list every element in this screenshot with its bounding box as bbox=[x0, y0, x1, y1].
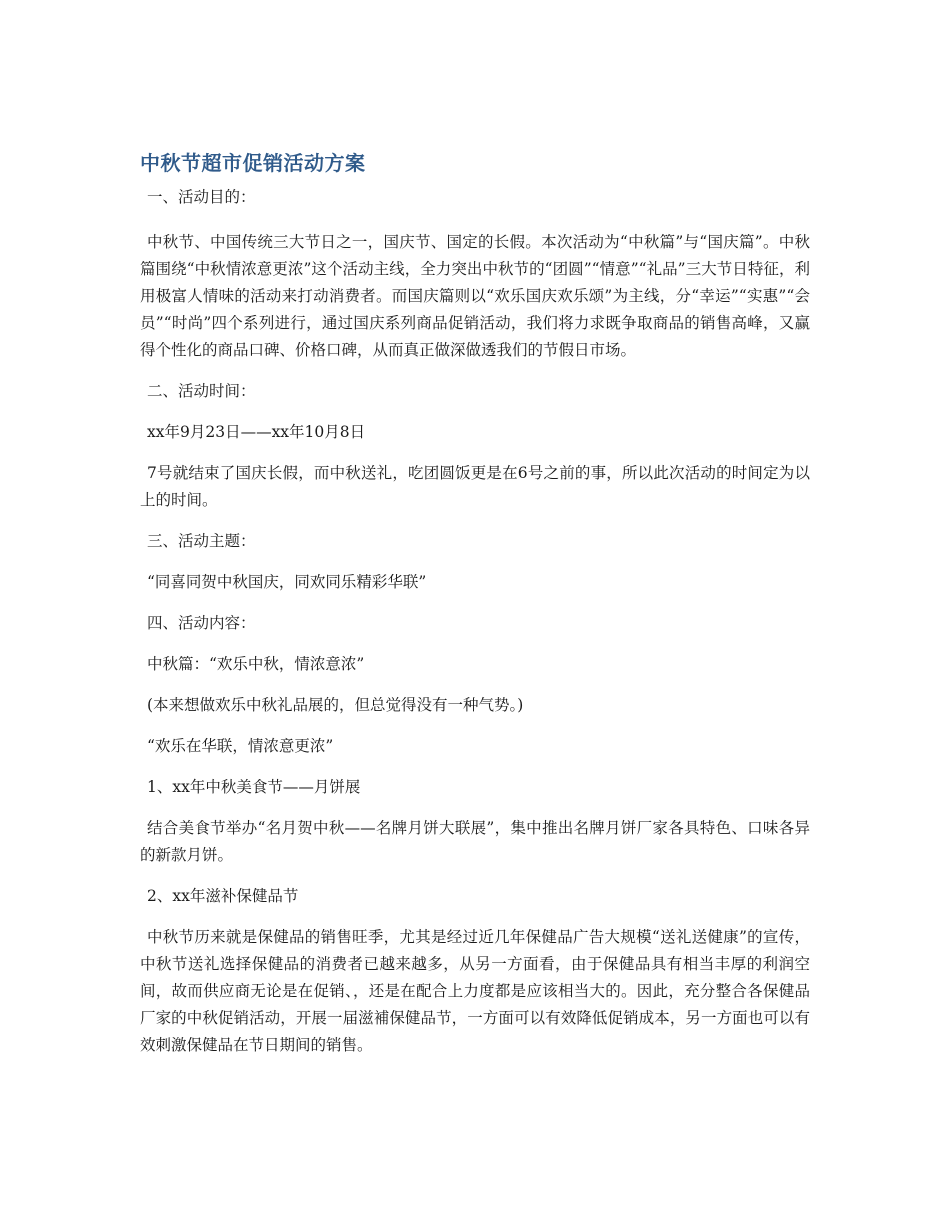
document-body bbox=[140, 148, 810, 1073]
theme-slogan: “同喜同贺中秋国庆，同欢同乐精彩华联” bbox=[147, 573, 427, 591]
item-2-heading: 2、xx年滋补保健品节 bbox=[147, 887, 299, 905]
time-explanation-paragraph: 7号就结束了国庆长假，而中秋送礼，吃团圆饭更是在6号之前的事，所以此次活动的时间定为以上的时间。 bbox=[140, 464, 810, 509]
section-heading-purpose: 一、活动目的： bbox=[147, 188, 256, 206]
purpose-paragraph: 中秋节、中国传统三大节日之一，国庆节、国定的长假。本次活动为“中秋篇”与“国庆篇”。中秋篇围绕“中秋情浓意更浓”这个活动主线，全力突出中秋节的“团圆”“情意”“礼品”三大节日特征，利用极富人情味的活动来打动消费者。而国庆篇则以“欢乐国庆欢乐颂”为主线，分“幸运”“实惠”“会员”“时尚”四个系列进行，通过国庆系列商品促销活动，我们将力求既争取商品的销售高峰，又赢得个性化的商品口碑、价格口碑，从而真正做深做透我们的节假日市场。 bbox=[140, 233, 810, 359]
item-1-heading: 1、xx年中秋美食节——月饼展 bbox=[147, 778, 361, 796]
time-range-text: xx年9月23日——xx年10月8日 bbox=[147, 423, 366, 441]
section-heading-theme: 三、活动主题： bbox=[147, 532, 256, 550]
chapter-slogan: “欢乐在华联，情浓意更浓” bbox=[147, 737, 334, 755]
section-heading-time: 二、活动时间： bbox=[147, 382, 256, 400]
item-2-paragraph: 中秋节历来就是保健品的销售旺季，尤其是经过近几年保健品广告大规模“送礼送健康”的宣传，中秋节送礼选择保健品的消费者已越来越多，从另一方面看，由于保健品具有相当丰厚的利润空间，故而供应商无论是在促销、，还是在配合上力度都是应该相当大的。因此，充分整合各保健品厂家的中秋促销活动，开展一届滋補保健品节，一方面可以有效降低促销成本，另一方面也可以有效刺激保健品在节日期间的销售。 bbox=[140, 928, 810, 1054]
document-title: 中秋节超市促销活动方案 bbox=[140, 151, 366, 175]
item-1-paragraph: 结合美食节举办“名月贺中秋——名牌月饼大联展”，集中推出名牌月饼厂家各具特色、口味各异的新款月饼。 bbox=[140, 819, 810, 864]
parenthetical-note: (本来想做欢乐中秋礼品展的，但总觉得没有一种气势。) bbox=[147, 696, 524, 714]
section-heading-content: 四、活动内容： bbox=[147, 614, 256, 632]
mid-autumn-chapter-title: 中秋篇：“欢乐中秋，情浓意浓” bbox=[147, 655, 365, 673]
